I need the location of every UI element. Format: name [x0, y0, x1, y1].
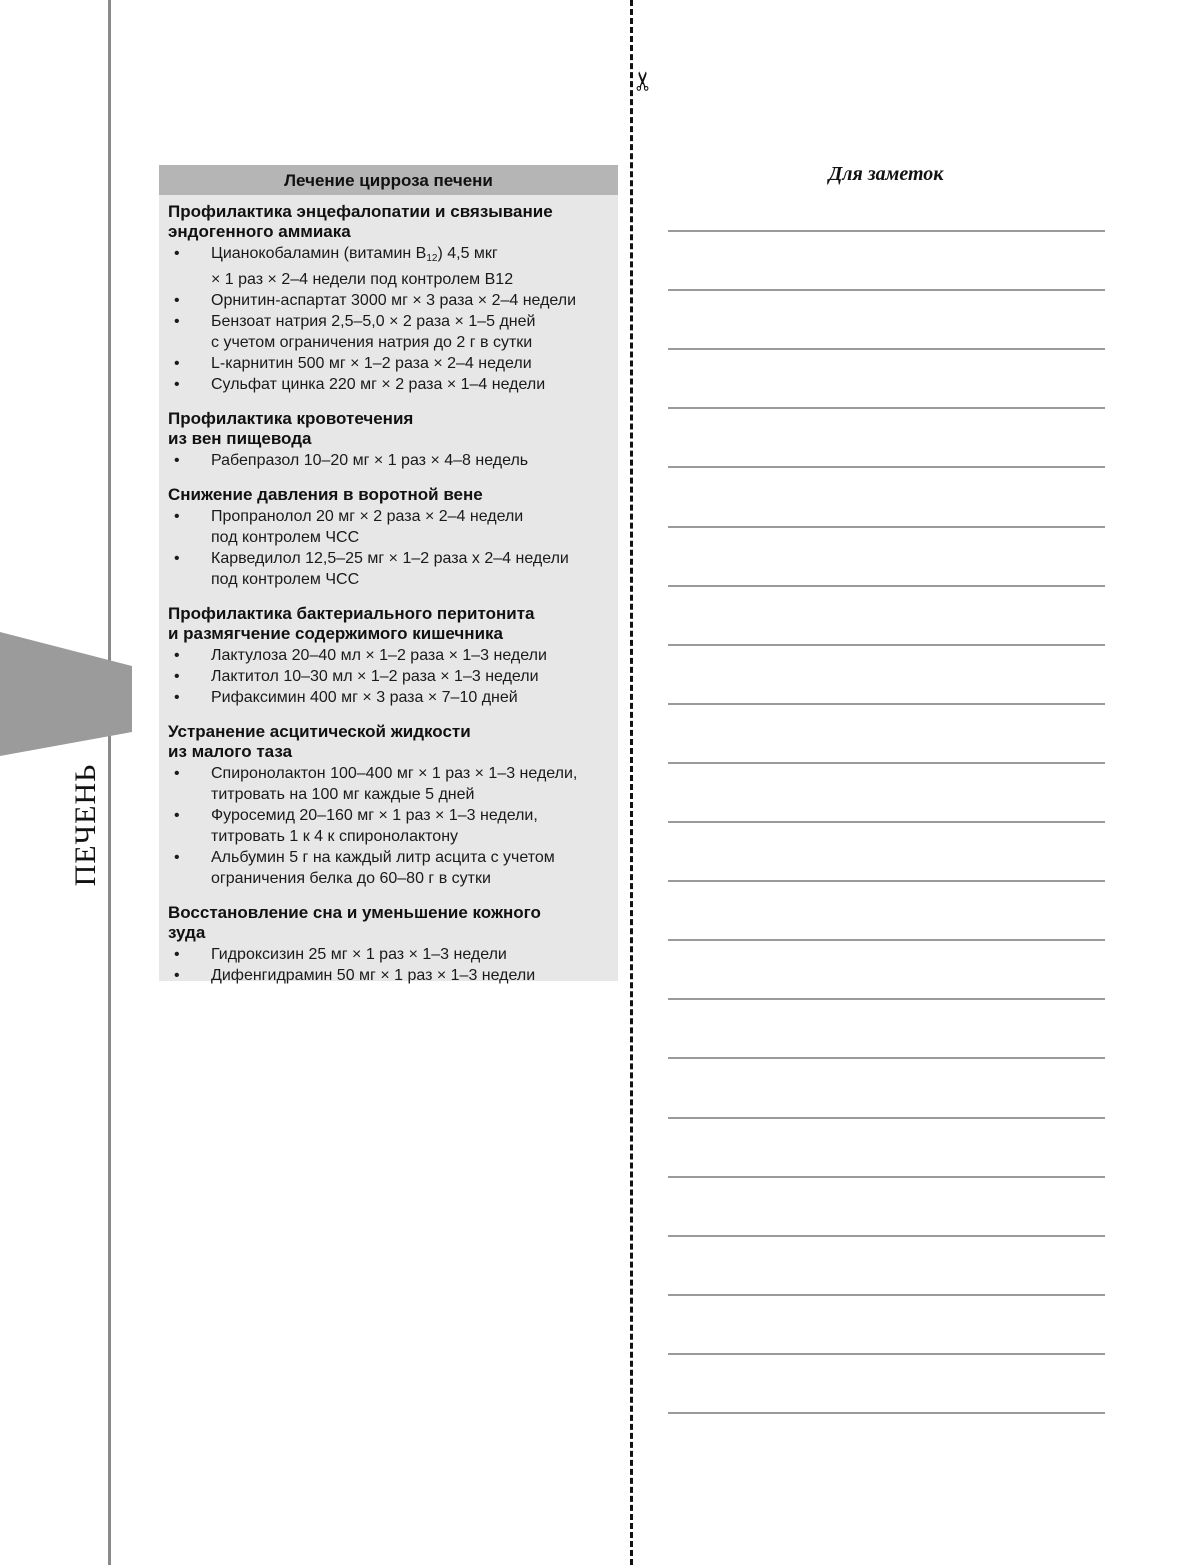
note-line: [668, 703, 1105, 705]
list-item: [168, 763, 608, 805]
bullet-icon: •: [174, 292, 180, 309]
section-title-line: из вен пищевода: [168, 429, 312, 448]
item-line: под контролем ЧСС: [211, 529, 360, 546]
bullet-icon: •: [174, 967, 180, 984]
bullet-icon: •: [174, 668, 180, 685]
list-item: [168, 944, 608, 965]
section-title-line: и размягчение содержимого кишечника: [168, 624, 503, 643]
item-line: Лактитол 10–30 мл × 1–2 раза × 1–3 недели: [211, 668, 539, 685]
section-title-line: Восстановление сна и уменьшение кожного: [168, 903, 541, 922]
list-item: [168, 353, 608, 374]
item-line: титровать на 100 мг каждые 5 дней: [211, 786, 475, 803]
section-title-line: Профилактика бактериального перитонита: [168, 604, 535, 623]
item-line: Цианокобаламин (витамин $B_{12}$) 4,5 мкг: [211, 245, 498, 264]
treatment-section: [168, 485, 608, 590]
list-item: [168, 548, 608, 590]
note-line: [668, 466, 1105, 468]
notes-lines: [668, 0, 1105, 1565]
list-item: [168, 805, 608, 847]
item-line: Орнитин-аспартат 3000 мг × 3 раза × 2–4 недели: [211, 292, 577, 309]
list-item: [168, 847, 608, 889]
page-margin-rule: [108, 0, 111, 1565]
bullet-icon: •: [174, 849, 180, 866]
section-title: [168, 485, 608, 505]
section-title: [168, 722, 608, 762]
bullet-icon: •: [174, 807, 180, 824]
note-line: [668, 407, 1105, 409]
item-line: с учетом ограничения натрия до 2 г в сутки: [211, 334, 533, 351]
item-line: Пропранолол 20 мг × 2 раза × 2–4 недели: [211, 508, 524, 525]
cut-line: [630, 0, 633, 1565]
item-line: Рабепразол 10–20 мг × 1 раз × 4–8 недель: [211, 452, 529, 469]
item-line: ограничения белка до 60–80 г в сутки: [211, 870, 491, 887]
list-item: [168, 666, 608, 687]
item-line: L-карнитин 500 мг × 1–2 раза × 2–4 недели: [211, 355, 532, 372]
item-line: Сульфат цинка 220 мг × 2 раза × 1–4 недели: [211, 376, 546, 393]
bullet-icon: •: [174, 765, 180, 782]
item-line: Дифенгидрамин 50 мг × 1 раз × 1–3 недели: [211, 967, 536, 984]
section-title-line: зуда: [168, 923, 206, 942]
list-item: [168, 687, 608, 708]
section-title: [168, 409, 608, 449]
treatment-box: [159, 165, 618, 984]
list-item: [168, 506, 608, 548]
section-tab-text: ПЕЧЕНЬ: [69, 763, 102, 887]
item-line: × 1 раз × 2–4 недели под контролем B12: [211, 271, 514, 288]
bullet-icon: •: [174, 452, 180, 469]
note-line: [668, 1057, 1105, 1059]
note-line: [668, 289, 1105, 291]
section-title-line: Устранение асцитической жидкости: [168, 722, 471, 741]
bullet-icon: •: [174, 313, 180, 330]
bullet-icon: •: [174, 355, 180, 372]
section-title-line: из малого таза: [168, 742, 293, 761]
section-title: [168, 202, 608, 242]
note-line: [668, 939, 1105, 941]
treatment-section: [168, 722, 608, 889]
bullet-icon: •: [174, 647, 180, 664]
bullet-icon: •: [174, 245, 180, 262]
list-item: [168, 645, 608, 666]
note-line: [668, 762, 1105, 764]
treatment-section: [168, 604, 608, 708]
item-line: Гидроксизин 25 мг × 1 раз × 1–3 недели: [211, 946, 507, 963]
notes-title: Для заметок: [828, 163, 944, 185]
note-line: [668, 526, 1105, 528]
treatment-section: [168, 409, 608, 471]
note-line: [668, 348, 1105, 350]
bullet-icon: •: [174, 689, 180, 706]
item-line: Рифаксимин 400 мг × 3 раза × 7–10 дней: [211, 689, 518, 706]
note-line: [668, 1117, 1105, 1119]
treatment-section: [168, 202, 608, 395]
section-title: [168, 903, 608, 943]
item-line: Альбумин 5 г на каждый литр асцита с учетом: [211, 849, 555, 866]
note-line: [668, 1176, 1105, 1178]
bullet-icon: •: [174, 376, 180, 393]
note-line: [668, 644, 1105, 646]
list-item: [168, 243, 608, 290]
item-line: Бензоат натрия 2,5–5,0 × 2 раза × 1–5 дней: [211, 313, 536, 330]
list-item: [168, 450, 608, 471]
note-line: [668, 821, 1105, 823]
scissors-icon: ✂: [628, 70, 659, 92]
item-line: титровать 1 к 4 к спиронолактону: [211, 828, 459, 845]
bullet-icon: •: [174, 508, 180, 525]
treatment-box-body: [159, 195, 618, 986]
list-item: [168, 965, 608, 986]
item-line: Лактулоза 20–40 мл × 1–2 раза × 1–3 недели: [211, 647, 547, 664]
note-line: [668, 230, 1105, 232]
note-line: [668, 1353, 1105, 1355]
list-item: [168, 290, 608, 311]
item-line: Карведилол 12,5–25 мг × 1–2 раза х 2–4 недели: [211, 550, 569, 567]
bullet-icon: •: [174, 550, 180, 567]
treatment-box-title: Лечение цирроза печени: [159, 165, 618, 195]
section-title-line: Снижение давления в воротной вене: [168, 485, 483, 504]
item-line: Спиронолактон 100–400 мг × 1 раз × 1–3 недели,: [211, 765, 578, 782]
note-line: [668, 880, 1105, 882]
section-title-line: Профилактика энцефалопатии и связывание: [168, 202, 553, 221]
list-item: [168, 311, 608, 353]
treatment-section: [168, 903, 608, 986]
note-line: [668, 1412, 1105, 1414]
list-item: [168, 374, 608, 395]
note-line: [668, 1235, 1105, 1237]
item-line: под контролем ЧСС: [211, 571, 360, 588]
note-line: [668, 585, 1105, 587]
section-tab-marker: [0, 632, 132, 756]
section-title-line: Профилактика кровотечения: [168, 409, 414, 428]
item-line: Фуросемид 20–160 мг × 1 раз × 1–3 недели,: [211, 807, 538, 824]
bullet-icon: •: [174, 946, 180, 963]
section-title-line: эндогенного аммиака: [168, 222, 351, 241]
section-tab-label: [66, 760, 106, 890]
note-line: [668, 1294, 1105, 1296]
section-title: [168, 604, 608, 644]
note-line: [668, 998, 1105, 1000]
